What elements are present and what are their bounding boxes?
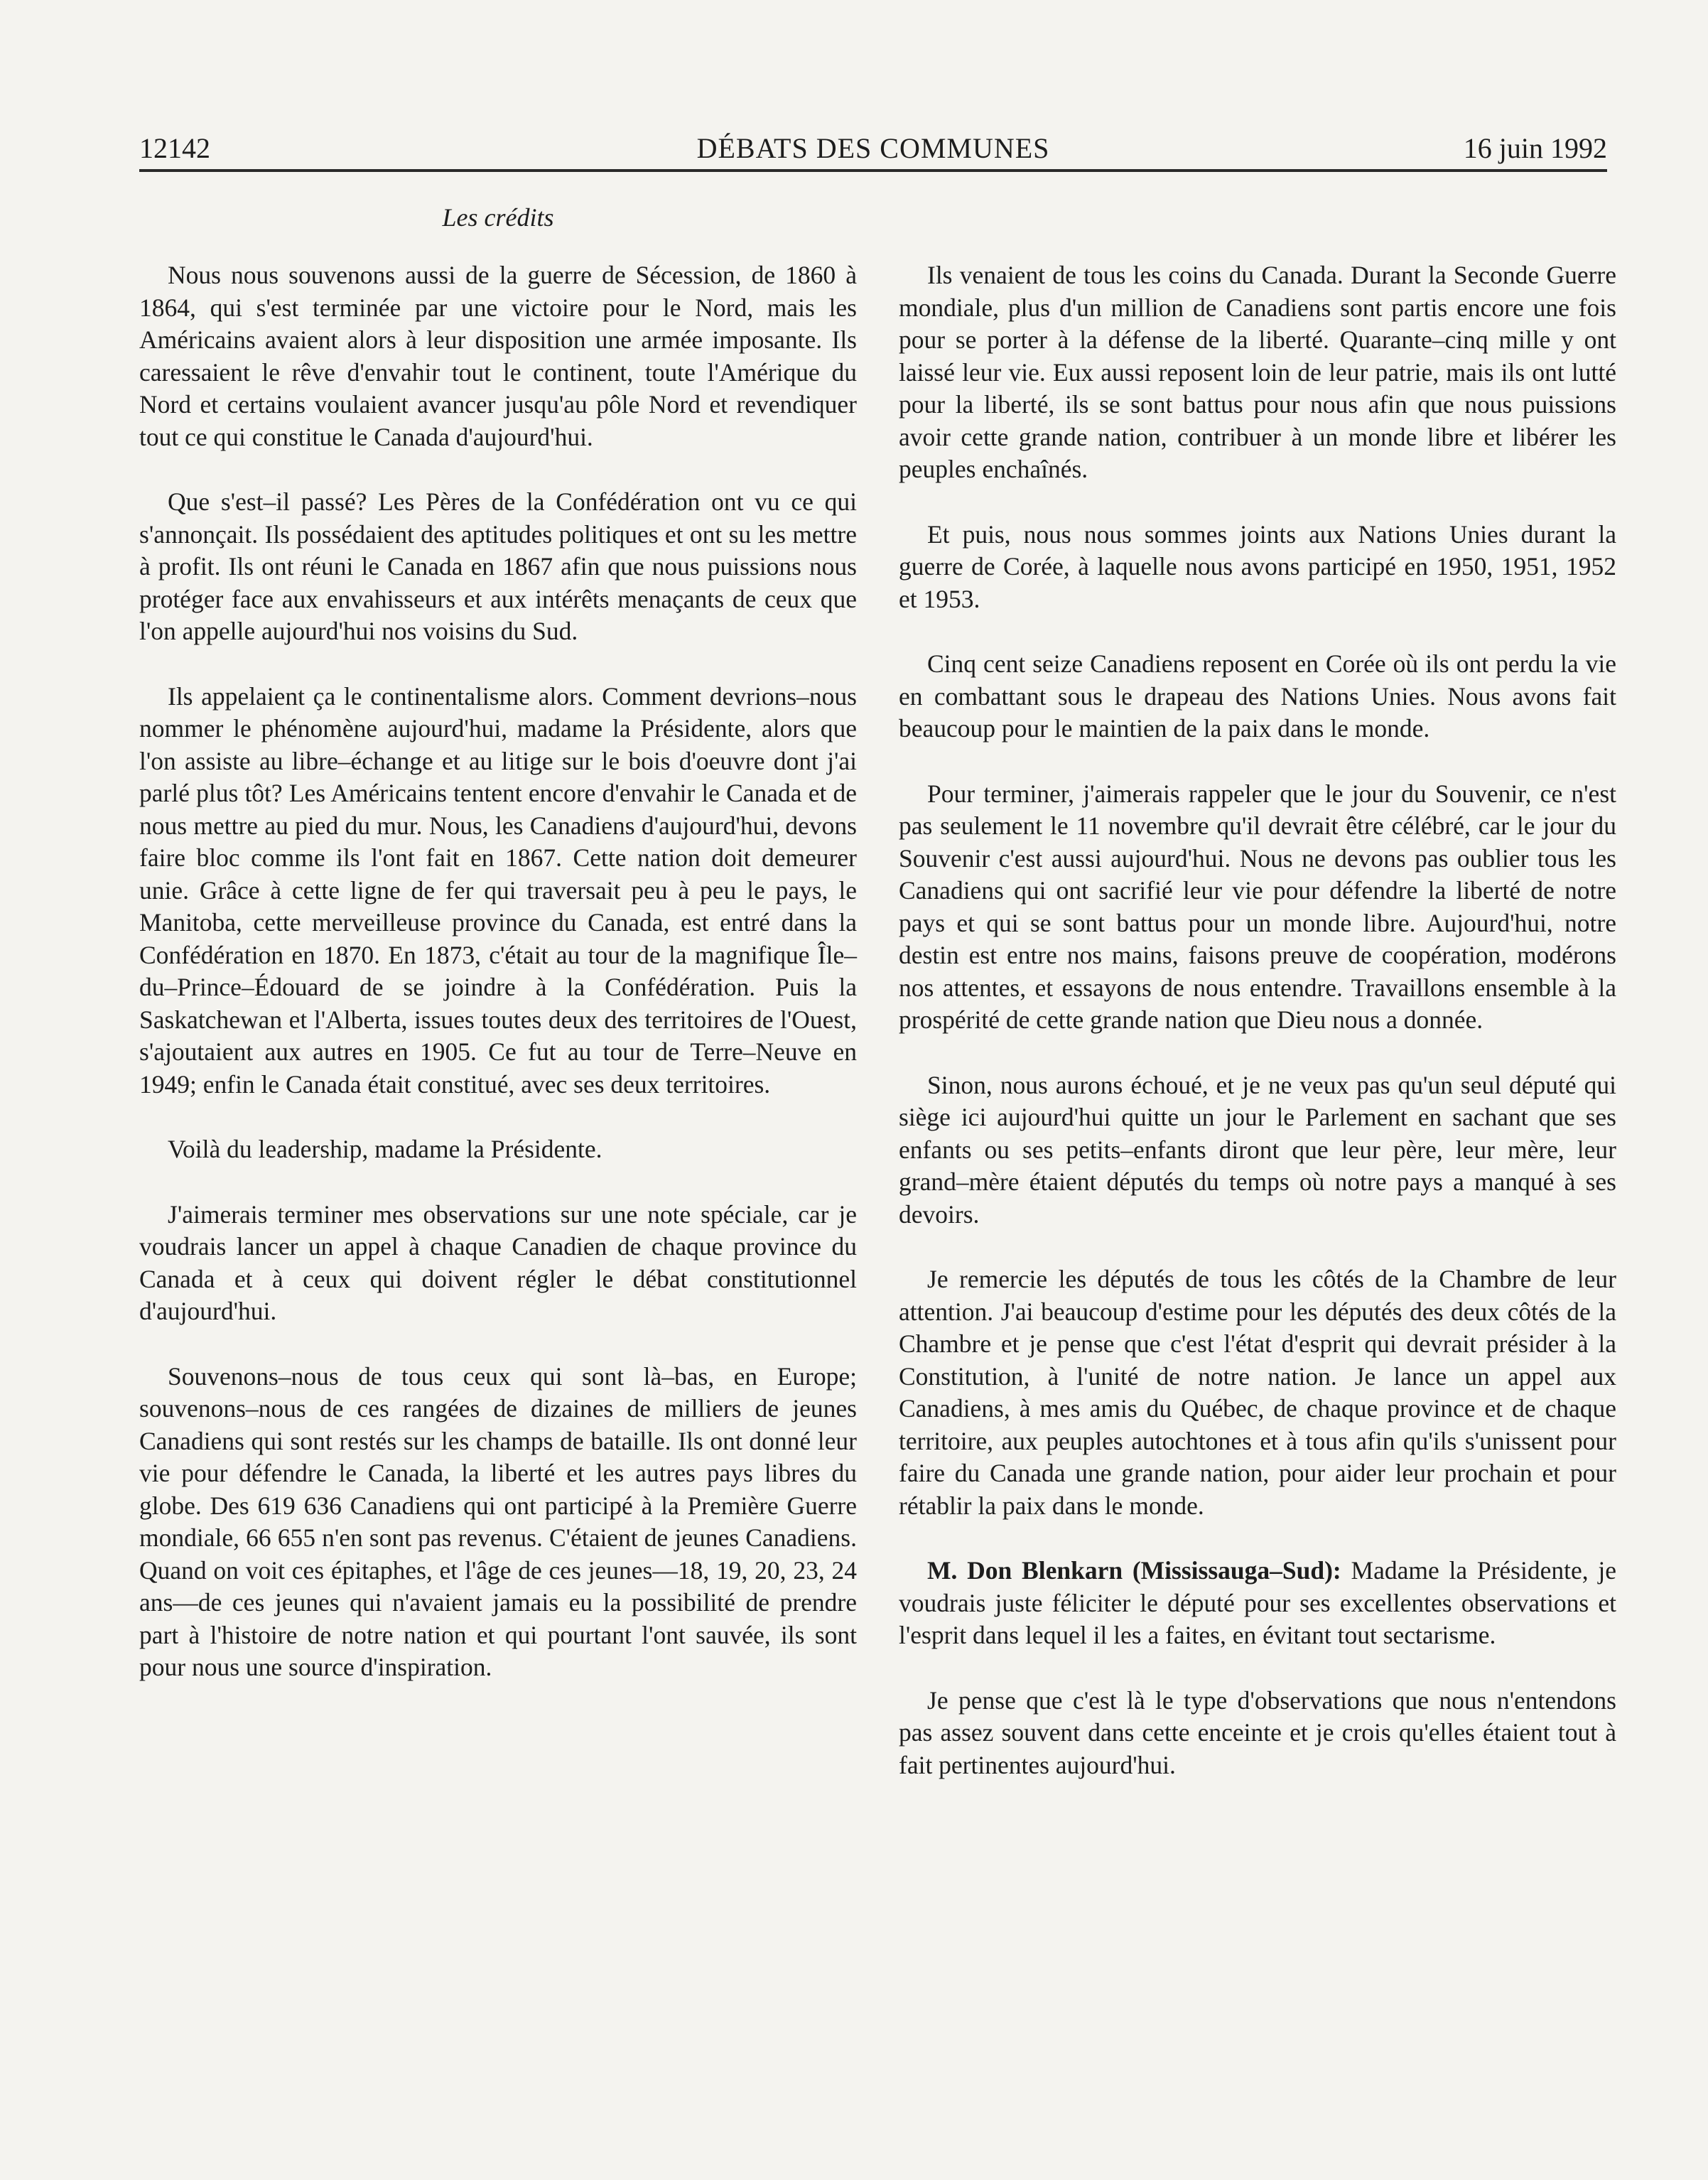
paragraph: Cinq cent seize Canadiens reposent en Corée où ils ont perdu la vie en combattant sous le drapeau des Nations Unies. Nous avons fait beaucoup pour le maintien de la paix dans le monde. <box>899 649 1616 743</box>
left-column <box>139 259 857 1717</box>
paragraph: Je pense que c'est là le type d'observations que nous n'entendons pas assez souvent dans cette enceinte et je crois qu'elles étaient tout à fait pertinentes aujourd'hui. <box>899 1685 1616 1779</box>
paragraph: Voilà du leadership, madame la Présidente. <box>168 1135 602 1163</box>
issue-date: 16 juin 1992 <box>1463 132 1607 164</box>
paragraph: Ils appelaient ça le continentalisme alors. Comment devrions–nous nommer le phénomène aujourd'hui, madame la Présidente, alors que l'on assiste au libre–échange et au litige sur le bois d'oeuvre dont j'ai parlé plus tôt? Les Américains tentent encore d'envahir le Canada et de nous mettre au pied du mur. Nous, les Canadiens d'aujourd'hui, devons faire bloc comme ils l'ont fait en 1867. Cette nation doit demeurer unie. Grâce à cette ligne de fer qui traversait peu à peu le pays, le Manitoba, cette merveilleuse province du Canada, est entré dans la Confédération en 1870. En 1873, c'était au tour de la magnifique Île–du–Prince–Édouard de se joindre à la Confédération. Puis la Saskatchewan et l'Alberta, issues toutes deux des territoires de l'Ouest, s'ajoutaient aux autres en 1905. Ce fut au tour de Terre–Neuve en 1949; enfin le Canada était constitué, avec ses deux territoires. <box>139 681 857 1099</box>
paragraph: Et puis, nous nous sommes joints aux Nations Unies durant la guerre de Corée, à laquelle nous avons participé en 1950, 1951, 1952 et 1953. <box>899 519 1616 613</box>
speech-text: Madame la Présidente, je voudrais juste féliciter le député pour ses excellentes observations et l'esprit dans lequel il les a faites, en évitant tout sectarisme. <box>899 1556 1616 1649</box>
section-subheading: Les crédits <box>442 203 554 232</box>
speech-paragraph <box>899 1555 1616 1652</box>
page-header <box>139 128 1607 172</box>
paragraph: Ils venaient de tous les coins du Canada. Durant la Seconde Guerre mondiale, plus d'un million de Canadiens sont partis encore une fois pour se porter à la défense de la liberté. Quarante–cinq mille y ont laissé leur vie. Eux aussi reposent loin de leur patrie, mais ils ont lutté pour la liberté, ils se sont battus pour nous afin que nous puissions avoir cette grande nation, contribuer à un monde libre et libérer les peuples enchaînés. <box>899 261 1616 483</box>
paragraph: Sinon, nous aurons échoué, et je ne veux pas qu'un seul député qui siège ici aujourd'hui quitte un jour le Parlement en sachant que ses enfants ou ses petits–enfants diront que leur père, leur mère, leur grand–mère étaient députés du temps où notre pays a manqué à ses devoirs. <box>899 1070 1616 1229</box>
speaker-name: M. Don Blenkarn (Mississauga–Sud): <box>927 1556 1341 1585</box>
paragraph: Pour terminer, j'aimerais rappeler que le jour du Souvenir, ce n'est pas seulement le 11 novembre qu'il devrait être célébré, car le jour du Souvenir c'est aussi aujourd'hui. Nous ne devons pas oublier tous les Canadiens qui ont sacrifié leur vie pour défendre la liberté de notre pays et qui se sont battus pour un monde libre. Aujourd'hui, notre destin est entre nos mains, faisons preuve de coopération, modérons nos attentes, et essayons de nous entendre. Travaillons ensemble à la prospérité de cette grande nation que Dieu nous a donnée. <box>899 779 1616 1034</box>
right-column <box>899 259 1616 1814</box>
paragraph: Souvenons–nous de tous ceux qui sont là–bas, en Europe; souvenons–nous de ces rangées de dizaines de milliers de jeunes Canadiens qui sont restés sur les champs de bataille. Ils ont donné leur vie pour défendre le Canada, la liberté et les autres pays libres du globe. Des 619 636 Canadiens qui ont participé à la Première Guerre mondiale, 66 655 n'en sont pas revenus. C'étaient de jeunes Canadiens. Quand on voit ces épitaphes, et l'âge de ces jeunes—18, 19, 20, 23, 24 ans—de ces jeunes qui n'avaient jamais eu la possibilité de prendre part à l'histoire de notre nation et qui pourtant l'ont sauvée, ils sont pour nous une source d'inspiration. <box>139 1361 857 1681</box>
journal-title: DÉBATS DES COMMUNES <box>696 132 1050 164</box>
page-number: 12142 <box>139 132 210 164</box>
paragraph: Nous nous souvenons aussi de la guerre de Sécession, de 1860 à 1864, qui s'est terminée par une victoire pour le Nord, mais les Américains avaient alors à leur disposition une armée imposante. Ils caressaient le rêve d'envahir tout le continent, toute l'Amérique du Nord et certains voulaient avancer jusqu'au pôle Nord et revendiquer tout ce qui constitue le Canada d'aujourd'hui. <box>139 261 857 451</box>
paragraph: J'aimerais terminer mes observations sur une note spéciale, car je voudrais lancer un appel à chaque Canadien de chaque province du Canada et à ceux qui doivent régler le débat constitutionnel d'aujourd'hui. <box>139 1199 857 1325</box>
paragraph: Que s'est–il passé? Les Pères de la Confédération ont vu ce qui s'annonçait. Ils possédaient des aptitudes politiques et ont su les mettre à profit. Ils ont réuni le Canada en 1867 afin que nous puissions nous protéger face aux envahisseurs et aux intérêts menaçants de ceux que l'on appelle aujourd'hui nos voisins du Sud. <box>139 487 857 645</box>
paragraph: Je remercie les députés de tous les côtés de la Chambre de leur attention. J'ai beaucoup d'estime pour les députés des deux côtés de la Chambre et je pense que c'est l'état d'esprit qui devrait présider à la Constitution, à l'unité de notre nation. Je lance un appel aux Canadiens, à mes amis du Québec, de chaque province et de chaque territoire, aux peuples autochtones et à tous afin qu'ils s'unissent pour faire du Canada une grande nation, pour aider leur prochain et pour rétablir la paix dans le monde. <box>899 1265 1616 1520</box>
